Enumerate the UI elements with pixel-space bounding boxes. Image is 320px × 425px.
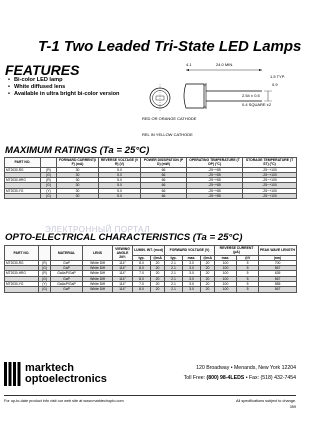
cell — [5, 287, 39, 292]
cell: 20 — [201, 282, 215, 287]
dim-label: RED OR ORANGE CATHODE — [142, 116, 197, 121]
dim-label: 2.54 ± 0.5 — [242, 93, 260, 98]
col-subheader: @V — [237, 255, 259, 260]
cell: 5.0 — [99, 188, 141, 193]
cell: White Diff — [83, 271, 113, 276]
cell: White Diff — [83, 287, 113, 292]
cell: (R) — [39, 271, 51, 276]
cell: 5 — [237, 266, 259, 271]
cell: 20 — [151, 287, 165, 292]
watermark: ЭЛЕКТРОННЫЙ ПОРТАЛ — [45, 225, 150, 234]
cell: -25~+85 — [187, 194, 243, 199]
col-header: FORWARD CURRENT(I F) (mA) — [57, 158, 99, 168]
dim-label: REL IN YELLOW CATHODE — [142, 132, 193, 137]
col-header: FORWARD VOLTAGE (V) — [165, 246, 215, 256]
cell: GaAsP/GaP — [51, 271, 83, 276]
cell: 567 — [259, 276, 297, 281]
cell: 7.0 — [133, 271, 151, 276]
dim-label: 24.0 MIN. — [216, 62, 234, 67]
col-header: PEAK WAVE LENGTH — [259, 246, 297, 256]
cell: 5.0 — [99, 194, 141, 199]
features-heading: FEATURES — [5, 62, 80, 78]
cell: 8.0 — [133, 260, 151, 265]
cell: 114° — [113, 276, 133, 281]
cell: (G) — [39, 276, 51, 281]
feature-item: • Bi-color LED lamp — [8, 77, 126, 84]
cell: GaP — [51, 287, 83, 292]
col-header: LUMIN. INT. (mcd) — [133, 246, 165, 256]
cell: 66 — [141, 167, 187, 172]
cell: 100 — [215, 271, 237, 276]
col-header — [41, 158, 57, 168]
col-header: REVERSE VOLTAGE (V R) (V) — [99, 158, 141, 168]
col-header: OPERATING TEMPERATURE (T OP) (°C) — [187, 158, 243, 168]
col-subheader: typ. — [133, 255, 151, 260]
cell: 20 — [151, 266, 165, 271]
cell: 7.0 — [133, 282, 151, 287]
cell: 2.1 — [165, 271, 183, 276]
cell: 8.0 — [133, 287, 151, 292]
feature-item: • Available in ultra bright bi-color version — [8, 91, 126, 98]
features-list — [8, 77, 126, 98]
cell: 700 — [259, 260, 297, 265]
cell: GaP — [51, 276, 83, 281]
footer-spec-note: All specifications subject to change. — [236, 399, 296, 403]
col-header: LENS — [83, 246, 113, 261]
cell: 66 — [141, 194, 187, 199]
cell: -25~+85 — [187, 167, 243, 172]
cell: 3.0 — [183, 282, 201, 287]
cell: 30 — [57, 167, 99, 172]
company-name — [25, 363, 107, 385]
cell: -25~+100 — [243, 183, 297, 188]
company-contact — [160, 375, 296, 381]
company-name-line2: optoelectronics — [25, 373, 107, 385]
cell: MT2030-HRG — [5, 271, 39, 276]
cell: White Diff — [83, 276, 113, 281]
max-ratings-table — [4, 157, 297, 199]
col-header: REVERSE CURRENT (µA) — [215, 246, 259, 256]
cell: 100 — [215, 282, 237, 287]
cell: 114° — [113, 287, 133, 292]
cell: 30 — [57, 178, 99, 183]
cell: 20 — [151, 271, 165, 276]
page-number: 359 — [289, 405, 296, 409]
cell: 585 — [259, 282, 297, 287]
cell: 2.1 — [165, 282, 183, 287]
opto-table — [4, 245, 297, 293]
dim-label: 0.9 — [272, 82, 278, 87]
col-subheader: typ. — [165, 255, 183, 260]
cell: 20 — [201, 260, 215, 265]
cell: 3.0 — [183, 287, 201, 292]
cell: 20 — [201, 287, 215, 292]
cell: 5.0 — [99, 167, 141, 172]
cell: White Diff — [83, 266, 113, 271]
cell: 635 — [259, 271, 297, 276]
cell: 5 — [237, 271, 259, 276]
cell: MT2030-RG — [5, 260, 39, 265]
cell: 8.0 — [133, 276, 151, 281]
cell: MT2030-YG — [5, 282, 39, 287]
col-header: PART NO. — [5, 246, 39, 261]
cell: 114° — [113, 282, 133, 287]
cell: -25~+100 — [243, 194, 297, 199]
max-ratings-heading: MAXIMUM RATINGS (Ta = 25°C) — [5, 145, 150, 156]
col-subheader: @mA — [201, 255, 215, 260]
cell: (R) — [41, 167, 57, 172]
footer-web-note: For up-to-date product info visit our web site at www.marktechopto.com — [4, 399, 124, 403]
led-front-view — [150, 84, 170, 112]
col-subheader: max. — [183, 255, 201, 260]
col-header: STORAGE TEMPERATURE (T ST) (°C) — [243, 158, 297, 168]
col-header: MATERIAL — [51, 246, 83, 261]
cell: 114° — [113, 266, 133, 271]
dim-label: 1.5 TYP. — [270, 74, 285, 79]
cell: 20 — [201, 271, 215, 276]
cell: White Diff — [83, 282, 113, 287]
cell: 3.0 — [183, 260, 201, 265]
cell: 5 — [237, 276, 259, 281]
cell: GaAsP/GaP — [51, 282, 83, 287]
cell: 66 — [141, 172, 187, 177]
package-drawing — [138, 58, 298, 140]
cell: 100 — [215, 287, 237, 292]
cell: 8.0 — [133, 266, 151, 271]
cell: 5 — [237, 260, 259, 265]
page-title: T-1 Two Leaded Tri-State LED Lamps — [38, 38, 302, 55]
cell: -25~+100 — [243, 178, 297, 183]
cell — [5, 194, 41, 199]
cell: (R) — [39, 260, 51, 265]
cell: 114° — [113, 260, 133, 265]
cell: 2.1 — [165, 276, 183, 281]
cell: -25~+85 — [187, 188, 243, 193]
fax-number: • Fax: (518) 432-7454 — [245, 375, 296, 381]
table-row — [5, 287, 297, 292]
col-header: VIEWING ANGLE 2θ½ — [113, 246, 133, 261]
col-subheader: max. — [215, 255, 237, 260]
cell: 66 — [141, 188, 187, 193]
feature-item: • White diffused lens — [8, 84, 126, 91]
cell: GaP — [51, 260, 83, 265]
cell: GaP — [51, 266, 83, 271]
cell: 5.0 — [99, 172, 141, 177]
cell: 3.0 — [183, 276, 201, 281]
cell: MT2030-HRG — [5, 178, 41, 183]
company-logo-icon — [4, 362, 24, 386]
cell: 5.0 — [99, 178, 141, 183]
dim-label: 0.4 SQUARE ±2 — [242, 102, 272, 107]
opto-heading: OPTO-ELECTRICAL CHARACTERISTICS (Ta = 25°C) — [5, 232, 243, 243]
cell: 20 — [151, 282, 165, 287]
cell: 567 — [259, 287, 297, 292]
cell: (G) — [39, 287, 51, 292]
table-header-row — [5, 246, 297, 256]
cell: 5.0 — [99, 183, 141, 188]
cell: (Y) — [39, 282, 51, 287]
dim-label: 4.1 — [186, 62, 192, 67]
cell: 5 — [237, 282, 259, 287]
cell: (G) — [39, 266, 51, 271]
cell: 2.1 — [165, 266, 183, 271]
company-name-line1: marktech — [25, 362, 74, 374]
cell: White Diff — [83, 260, 113, 265]
col-header — [39, 246, 51, 261]
cell: 100 — [215, 260, 237, 265]
footer-divider — [4, 395, 296, 396]
cell: -25~+85 — [187, 178, 243, 183]
cell: -25~+100 — [243, 167, 297, 172]
cell: MT2030-YG — [5, 188, 41, 193]
cell: 2.1 — [165, 287, 183, 292]
cell: 3.0 — [183, 266, 201, 271]
cell: (G) — [41, 194, 57, 199]
cell: (Y) — [41, 188, 57, 193]
toll-free-label: Toll Free: — [183, 375, 206, 381]
cell: 100 — [215, 276, 237, 281]
col-header: PART NO. — [5, 158, 41, 168]
cell: 30 — [57, 194, 99, 199]
col-header: POWER DISSIPATION (P D) (mW) — [141, 158, 187, 168]
cell: 30 — [57, 183, 99, 188]
cell: 20 — [151, 260, 165, 265]
cell: -25~+85 — [187, 172, 243, 177]
cell: 66 — [141, 183, 187, 188]
cell: 100 — [215, 266, 237, 271]
cell: 567 — [259, 266, 297, 271]
cell: MT2030-RG — [5, 167, 41, 172]
cell: 30 — [57, 172, 99, 177]
cell: 2.1 — [165, 260, 183, 265]
col-subheader: (nm) — [259, 255, 297, 260]
cell: (G) — [41, 172, 57, 177]
cell: -25~+85 — [187, 183, 243, 188]
cell: -25~+100 — [243, 188, 297, 193]
cell: 66 — [141, 178, 187, 183]
company-address: 120 Broadway • Menands, New York 12204 — [196, 365, 296, 371]
cell: -25~+100 — [243, 172, 297, 177]
cell: 30 — [57, 188, 99, 193]
table-header-row — [5, 158, 297, 168]
cell: (G) — [41, 183, 57, 188]
cell: 3.0 — [183, 271, 201, 276]
cell: 20 — [201, 266, 215, 271]
table-row — [5, 194, 297, 199]
toll-free-number: (800) 98-4LEDS — [206, 375, 245, 381]
cell: 5 — [237, 287, 259, 292]
col-subheader: @mA — [151, 255, 165, 260]
cell: (R) — [41, 178, 57, 183]
cell: 20 — [201, 276, 215, 281]
cell: 114° — [113, 271, 133, 276]
cell: 20 — [151, 276, 165, 281]
